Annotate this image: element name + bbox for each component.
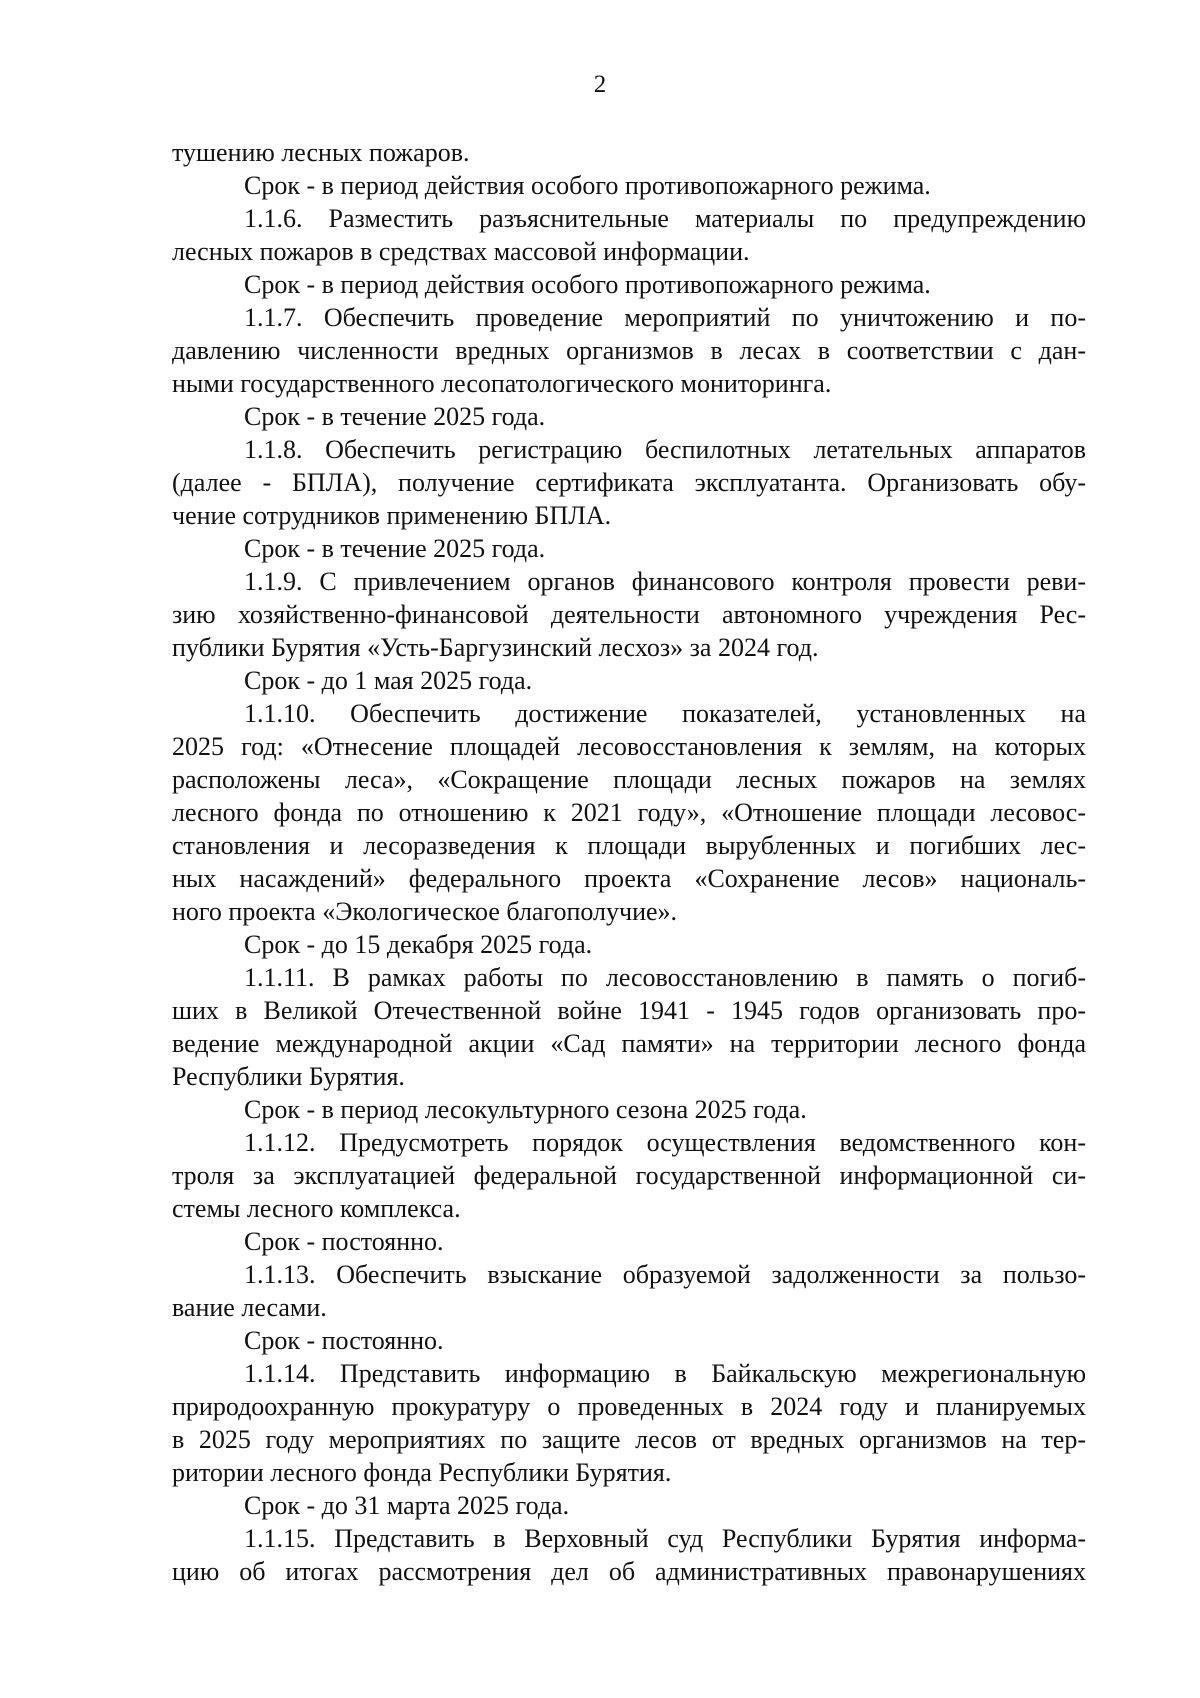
text-line: лесных пожаров в средствах массовой информации. — [172, 237, 750, 266]
text-line: Срок - в течение 2025 года. — [244, 534, 546, 563]
text-line: Срок - постоянно. — [244, 1326, 444, 1355]
text-line: 1.1.7. Обеспечить проведение мероприятий по уничтожению и по- — [244, 303, 1086, 332]
document-body — [172, 136, 1086, 1588]
text-line: ных насаждений» федерального проекта «Сохранение лесов» националь- — [172, 864, 1086, 893]
text-line: троля за эксплуатацией федеральной государственной информационной си- — [172, 1161, 1086, 1190]
text-line: ведение международной акции «Сад памяти» на территории лесного фонда — [172, 1029, 1086, 1058]
text-line: Срок - в период действия особого противопожарного режима. — [244, 171, 931, 200]
text-line: публики Бурятия «Усть-Баргузинский лесхоз» за 2024 год. — [172, 633, 819, 662]
text-line: Срок - до 31 марта 2025 года. — [244, 1491, 570, 1520]
text-line: зию хозяйственно-финансовой деятельности автономного учреждения Рес- — [172, 600, 1086, 629]
text-line: в 2025 году мероприятиях по защите лесов от вредных организмов на тер- — [172, 1425, 1086, 1454]
text-line: 1.1.10. Обеспечить достижение показателей, установленных на — [244, 699, 1086, 728]
text-line: Срок - в период лесокультурного сезона 2025 года. — [244, 1095, 807, 1124]
text-line: расположены леса», «Сокращение площади лесных пожаров на землях — [172, 765, 1086, 794]
text-line: ших в Великой Отечественной войне 1941 - 1945 годов организовать про- — [172, 996, 1086, 1025]
text-line: 1.1.11. В рамках работы по лесовосстановлению в память о погиб- — [244, 963, 1086, 992]
text-line: 1.1.15. Представить в Верховный суд Республики Бурятия информа- — [244, 1524, 1086, 1553]
text-line: лесного фонда по отношению к 2021 году», «Отношение площади лесовос- — [172, 798, 1086, 827]
text-line: Срок - до 15 декабря 2025 года. — [244, 930, 593, 959]
text-line: Срок - постоянно. — [244, 1227, 444, 1256]
text-line: 2025 год: «Отнесение площадей лесовосстановления к землям, на которых — [172, 732, 1086, 761]
text-line: ного проекта «Экологическое благополучие». — [172, 897, 678, 926]
text-line: 1.1.9. С привлечением органов финансового контроля провести реви- — [244, 567, 1086, 596]
text-line: Республики Бурятия. — [172, 1062, 405, 1091]
text-line: цию об итогах рассмотрения дел об административных правонарушениях — [172, 1557, 1086, 1586]
text-line: становления и лесоразведения к площади вырубленных и погибших лес- — [172, 831, 1086, 860]
text-line: 1.1.8. Обеспечить регистрацию беспилотных летательных аппаратов — [244, 435, 1086, 464]
text-line: 1.1.12. Предусмотреть порядок осуществления ведомственного кон- — [244, 1128, 1086, 1157]
text-line: 1.1.13. Обеспечить взыскание образуемой задолженности за пользо- — [244, 1260, 1086, 1289]
text-line: 1.1.6. Разместить разъяснительные материалы по предупреждению — [244, 204, 1086, 233]
text-line: ритории лесного фонда Республики Бурятия. — [172, 1458, 672, 1487]
text-line: Срок - в период действия особого противопожарного режима. — [244, 270, 931, 299]
page-number: 2 — [593, 71, 607, 98]
text-line: 1.1.14. Представить информацию в Байкальскую межрегиональную — [244, 1359, 1086, 1388]
text-line: природоохранную прокуратуру о проведенных в 2024 году и планируемых — [172, 1392, 1086, 1421]
text-line: ными государственного лесопатологического мониторинга. — [172, 369, 832, 398]
text-line: чение сотрудников применению БПЛА. — [172, 501, 612, 530]
text-line: тушению лесных пожаров. — [172, 138, 470, 167]
text-line: Срок - до 1 мая 2025 года. — [244, 666, 533, 695]
text-line: стемы лесного комплекса. — [172, 1194, 461, 1223]
text-line: вание лесами. — [172, 1293, 327, 1322]
text-line: давлению численности вредных организмов в лесах в соответствии с дан- — [172, 336, 1086, 365]
text-line: (далее - БПЛА), получение сертификата эксплуатанта. Организовать обу- — [172, 468, 1086, 497]
text-line: Срок - в течение 2025 года. — [244, 402, 546, 431]
